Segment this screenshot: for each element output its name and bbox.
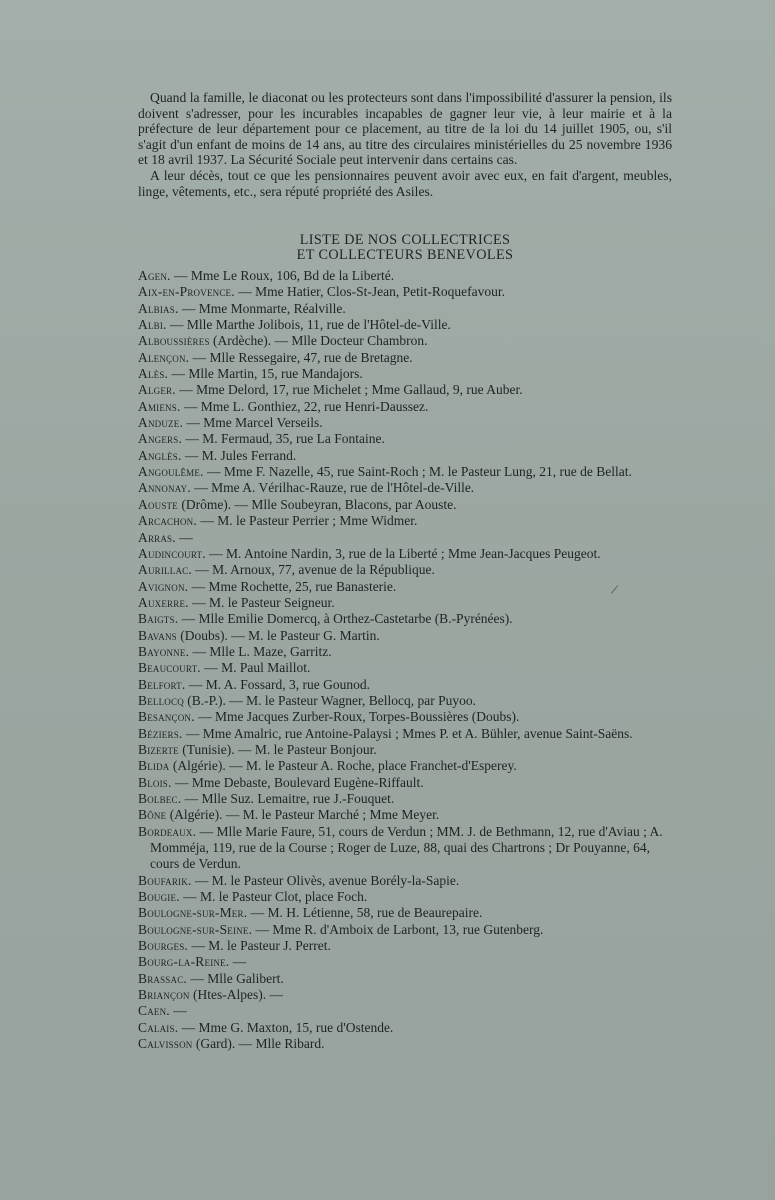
city-name: Calvisson bbox=[138, 1036, 193, 1052]
city-name: Boufarik. bbox=[138, 872, 192, 888]
list-item bbox=[138, 1003, 674, 1019]
intro-paragraph-2: A leur décès, tout ce que les pensionnaires peuvent avoir avec eux, en fait d'argent, meubles, linge, vêtements, etc., sera réputé propriété des Asiles. bbox=[138, 167, 672, 199]
city-name: Albias. bbox=[138, 300, 179, 316]
collector-details: (Doubs). — M. le Pasteur G. Martin. bbox=[176, 627, 380, 643]
collector-list bbox=[138, 268, 674, 1053]
city-name: Boulogne-sur-Seine. bbox=[138, 921, 253, 937]
city-name: Blois. bbox=[138, 774, 172, 790]
city-name: Baigts. bbox=[138, 611, 179, 627]
list-item bbox=[138, 513, 674, 529]
collector-details: — M. Paul Maillot. bbox=[200, 660, 311, 676]
list-item bbox=[138, 415, 674, 431]
collector-details: — Mme Debaste, Boulevard Eugène-Riffault. bbox=[171, 774, 424, 790]
list-item bbox=[138, 530, 674, 546]
city-name: Aix-en-Provence. bbox=[138, 284, 235, 300]
collector-details: — M. le Pasteur Clot, place Foch. bbox=[179, 889, 368, 905]
list-item bbox=[138, 611, 674, 627]
city-name: Arras. bbox=[138, 529, 176, 545]
list-item bbox=[138, 366, 674, 382]
city-name: Aouste bbox=[138, 496, 178, 512]
collector-details: (Gard). — Mlle Ribard. bbox=[192, 1036, 325, 1052]
city-name: Besançon. bbox=[138, 709, 195, 725]
city-name: Agen. bbox=[138, 268, 171, 283]
collector-details: — Mme R. d'Amboix de Larbont, 13, rue Gutenberg. bbox=[252, 921, 544, 937]
list-item bbox=[138, 922, 674, 938]
city-name: Boulogne-sur-Mer. bbox=[138, 905, 248, 921]
heading-line-1: LISTE DE NOS COLLECTRICES bbox=[299, 232, 511, 248]
city-name: Bizerte bbox=[138, 741, 179, 757]
city-name: Angers. bbox=[138, 431, 183, 447]
list-item bbox=[138, 497, 674, 513]
collector-details: — bbox=[175, 529, 193, 545]
city-name: Bellocq bbox=[138, 692, 184, 708]
city-name: Bourg-la-Reine. bbox=[138, 954, 230, 970]
list-heading bbox=[138, 233, 672, 263]
intro-text bbox=[138, 90, 672, 199]
collector-details: — Mlle Marie Faure, 51, cours de Verdun ; MM. J. de Bethmann, 12, rue d'Aviau ; A. Momméja, 119, rue de la Course ; Roger de Luze, 88, quai des Chartrons ; Dr Pouyanne, 64, cours de Verdun. bbox=[150, 823, 663, 872]
collector-details: — Mlle Emilie Domercq, à Orthez-Castetarbe (B.-Pyrénées). bbox=[178, 611, 513, 627]
city-name: Annonay. bbox=[138, 480, 191, 496]
city-name: Blida bbox=[138, 758, 170, 774]
list-item bbox=[138, 464, 674, 480]
collector-details: — Mme Monmarte, Réalville. bbox=[178, 300, 346, 316]
list-item bbox=[138, 954, 674, 970]
collector-details: (Drôme). — Mlle Soubeyran, Blacons, par Aouste. bbox=[177, 496, 457, 512]
collector-details: — Mme Le Roux, 106, Bd de la Liberté. bbox=[170, 268, 395, 283]
list-item bbox=[138, 726, 674, 742]
list-item bbox=[138, 889, 674, 905]
list-item bbox=[138, 938, 674, 954]
list-item bbox=[138, 693, 674, 709]
city-name: Avignon. bbox=[138, 578, 189, 594]
collector-details: — Mlle L. Maze, Garritz. bbox=[189, 643, 332, 659]
city-name: Bayonne. bbox=[138, 643, 190, 659]
city-name: Alboussières bbox=[138, 333, 210, 349]
city-name: Briançon bbox=[138, 987, 190, 1003]
city-name: Bône bbox=[138, 807, 167, 823]
collector-details: (Tunisie). — M. le Pasteur Bonjour. bbox=[178, 741, 377, 757]
collector-details: — bbox=[229, 954, 247, 970]
collector-details: — Mlle Ressegaire, 47, rue de Bretagne. bbox=[189, 349, 413, 365]
intro-paragraph-1: Quand la famille, le diaconat ou les protecteurs sont dans l'impossibilité d'assurer la pension, ils doivent s'adresser, pour les incurables incapables de gagner leur vie, à leur mairie et à la préfecture de leur département pour ce placement, au titre de la loi du 14 juillet 1905, ou, s'il s'agit d'un enfant de moins de 14 ans, au titre des circulaires ministérielles du 25 novembre 1936 et 18 avril 1937. La Sécurité Sociale peut intervenir dans certains cas. bbox=[138, 90, 672, 168]
collector-details: — Mme Delord, 17, rue Michelet ; Mme Gallaud, 9, rue Auber. bbox=[175, 382, 523, 398]
city-name: Aurillac. bbox=[138, 562, 192, 578]
city-name: Albi. bbox=[138, 317, 167, 333]
list-item bbox=[138, 562, 674, 578]
collector-details: — bbox=[169, 1003, 187, 1019]
city-name: Beaucourt. bbox=[138, 660, 201, 676]
city-name: Bordeaux. bbox=[138, 823, 197, 839]
list-item bbox=[138, 971, 674, 987]
collector-details: — M. Jules Ferrand. bbox=[181, 447, 297, 463]
city-name: Belfort. bbox=[138, 676, 186, 692]
list-item bbox=[138, 284, 674, 300]
city-name: Audincourt. bbox=[138, 545, 206, 561]
collector-details: — M. H. Létienne, 58, rue de Beaurepaire. bbox=[247, 905, 483, 921]
list-item bbox=[138, 987, 674, 1003]
list-item bbox=[138, 350, 674, 366]
list-item bbox=[138, 758, 674, 774]
list-item bbox=[138, 431, 674, 447]
list-item bbox=[138, 873, 674, 889]
collector-details: — M. le Pasteur Perrier ; Mme Widmer. bbox=[196, 513, 418, 529]
list-item bbox=[138, 709, 674, 725]
collector-details: — M. Antoine Nardin, 3, rue de la Liberté ; Mme Jean-Jacques Peugeot. bbox=[205, 545, 601, 561]
list-item bbox=[138, 775, 674, 791]
list-item bbox=[138, 824, 674, 873]
collector-details: — Mlle Martin, 15, rue Mandajors. bbox=[168, 366, 363, 382]
list-item bbox=[138, 628, 674, 644]
collector-details: (Algérie). — M. le Pasteur A. Roche, place Franchet-d'Esperey. bbox=[169, 758, 517, 774]
city-name: Anglès. bbox=[138, 447, 182, 463]
list-item bbox=[138, 399, 674, 415]
list-item bbox=[138, 382, 674, 398]
collector-details: (Ardèche). — Mlle Docteur Chambron. bbox=[209, 333, 428, 349]
collector-details: — Mlle Marthe Jolibois, 11, rue de l'Hôtel-de-Ville. bbox=[166, 317, 451, 333]
collector-details: — Mme L. Gonthiez, 22, rue Henri-Daussez. bbox=[180, 398, 429, 414]
collector-details: (B.-P.). — M. le Pasteur Wagner, Bellocq, par Puyoo. bbox=[183, 692, 476, 708]
city-name: Arcachon. bbox=[138, 513, 197, 529]
city-name: Bourges. bbox=[138, 938, 188, 954]
collector-details: — M. le Pasteur J. Perret. bbox=[187, 938, 331, 954]
list-item bbox=[138, 1020, 674, 1036]
list-item bbox=[138, 301, 674, 317]
collector-details: — M. A. Fossard, 3, rue Gounod. bbox=[185, 676, 370, 692]
list-item bbox=[138, 791, 674, 807]
collector-details: — Mme Jacques Zurber-Roux, Torpes-Boussières (Doubs). bbox=[194, 709, 520, 725]
list-item bbox=[138, 742, 674, 758]
collector-details: (Algérie). — M. le Pasteur Marché ; Mme Meyer. bbox=[166, 807, 440, 823]
list-item bbox=[138, 677, 674, 693]
city-name: Béziers. bbox=[138, 725, 183, 741]
collector-details: — M. le Pasteur Seigneur. bbox=[188, 594, 335, 610]
collector-details: — Mme Marcel Verseils. bbox=[183, 415, 323, 431]
pencil-mark: / bbox=[609, 582, 619, 599]
list-item bbox=[138, 905, 674, 921]
list-item bbox=[138, 546, 674, 562]
list-item bbox=[138, 660, 674, 676]
collector-details: — M. Fermaud, 35, rue La Fontaine. bbox=[182, 431, 385, 447]
city-name: Caen. bbox=[138, 1003, 170, 1019]
collector-details: — M. Arnoux, 77, avenue de la République. bbox=[191, 562, 435, 578]
collector-details: — Mme Amalric, rue Antoine-Palaysi ; Mmes P. et A. Bühler, avenue Saint-Saëns. bbox=[182, 725, 633, 741]
list-item bbox=[138, 579, 674, 595]
collector-details: — Mme Rochette, 25, rue Banasterie. bbox=[188, 578, 397, 594]
list-item bbox=[138, 268, 674, 284]
city-name: Angoulême. bbox=[138, 464, 204, 480]
list-item bbox=[138, 480, 674, 496]
city-name: Alger. bbox=[138, 382, 176, 398]
list-item bbox=[138, 595, 674, 611]
collector-details: — Mme F. Nazelle, 45, rue Saint-Roch ; M. le Pasteur Lung, 21, rue de Bellat. bbox=[203, 464, 632, 480]
heading-line-2: ET COLLECTEURS BENEVOLES bbox=[296, 247, 514, 263]
list-item bbox=[138, 317, 674, 333]
list-item bbox=[138, 644, 674, 660]
city-name: Alençon. bbox=[138, 349, 190, 365]
collector-details: — Mme Hatier, Clos-St-Jean, Petit-Roquefavour. bbox=[234, 284, 505, 300]
city-name: Alès. bbox=[138, 366, 169, 382]
city-name: Anduze. bbox=[138, 415, 184, 431]
city-name: Bougie. bbox=[138, 889, 180, 905]
collector-details: — Mme A. Vérilhac-Rauze, rue de l'Hôtel-de-Ville. bbox=[190, 480, 475, 496]
collector-details: — M. le Pasteur Olivès, avenue Borély-la-Sapie. bbox=[191, 872, 460, 888]
city-name: Calais. bbox=[138, 1019, 179, 1035]
list-item bbox=[138, 807, 674, 823]
city-name: Brassac. bbox=[138, 970, 187, 986]
city-name: Bolbec. bbox=[138, 791, 182, 806]
list-item bbox=[138, 333, 674, 349]
city-name: Amiens. bbox=[138, 398, 181, 414]
list-item bbox=[138, 1036, 674, 1052]
collector-details: (Htes-Alpes). — bbox=[189, 987, 283, 1003]
city-name: Bavans bbox=[138, 627, 177, 643]
collector-details: — Mlle Galibert. bbox=[187, 970, 284, 986]
city-name: Auxerre. bbox=[138, 594, 189, 610]
collector-details: — Mme G. Maxton, 15, rue d'Ostende. bbox=[178, 1019, 394, 1035]
list-item bbox=[138, 448, 674, 464]
collector-details: — Mlle Suz. Lemaitre, rue J.-Fouquet. bbox=[181, 791, 395, 806]
